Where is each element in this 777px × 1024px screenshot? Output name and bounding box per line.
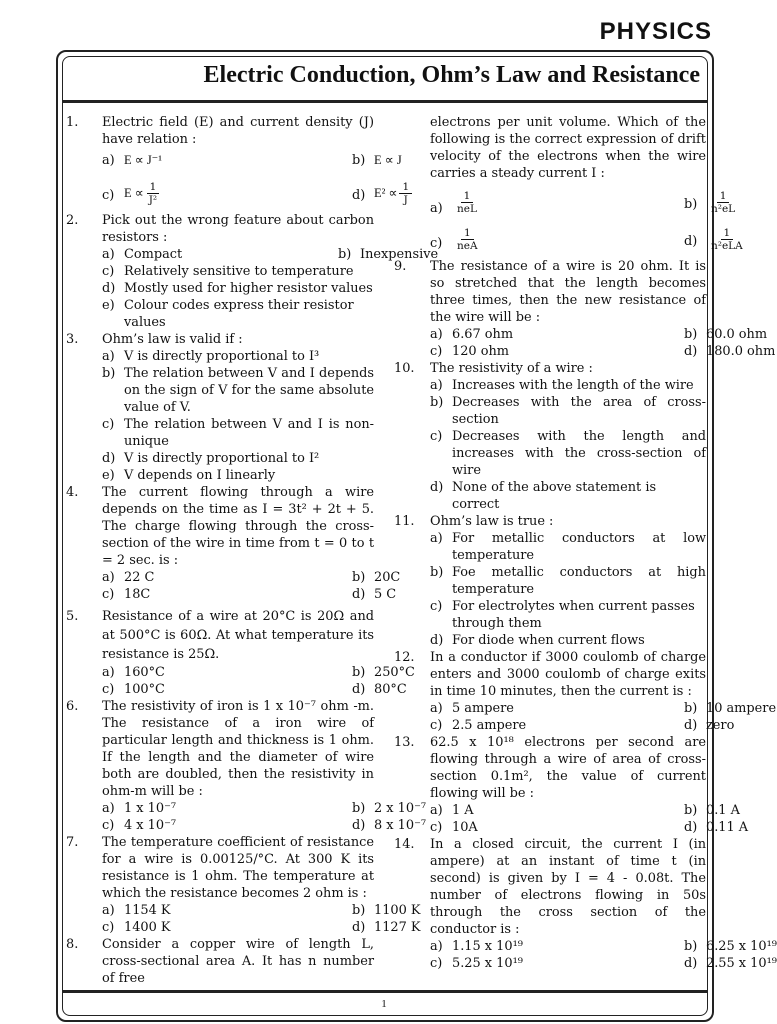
- question-text: The resistivity of iron is 1 x 10⁻⁷ ohm -m. The resistance of a iron wire of particular length and thickness is 1 ohm. If the length and the diameter of wire both are doubled, then the resistivity in ohm-m will be :: [102, 699, 374, 799]
- question-text: 62.5 x 10¹⁸ electrons per second are flowing through a wire of area of cross-section 0.1m², the value of current flowing will be :: [430, 735, 706, 801]
- question-1: [66, 114, 374, 148]
- question-text: Ohm’s law is valid if :: [102, 332, 243, 347]
- question-number: 13.: [394, 735, 415, 750]
- options-row: c) 1 neA d) 1 n²eLA: [394, 227, 706, 252]
- fraction: $\frac{1}{J}$: [399, 181, 412, 206]
- option: e) Colour codes express their resistor values: [102, 298, 354, 330]
- question-number: 7.: [66, 835, 79, 850]
- question-text: The temperature coefficient of resistance for a wire is 0.00125/°C. At 300 K its resistance is 1 ohm. The temperature at which the resistance becomes 2 ohm is :: [102, 835, 374, 901]
- option: d) None of the above statement is correct: [430, 480, 657, 512]
- option: a) V is directly proportional to I³: [102, 349, 320, 364]
- option-label: a): [102, 153, 115, 168]
- option-text: Inexpensive: [360, 247, 439, 262]
- option-text: E² ∝: [374, 186, 398, 200]
- question-5: [66, 607, 374, 664]
- option: c) The relation between V and I is non-unique: [102, 417, 374, 449]
- question-text: Consider a copper wire of length L, cross-sectional area A. It has n number of free: [102, 937, 374, 986]
- question-text: Electric field (E) and current density (J) have relation :: [102, 115, 374, 147]
- option: d) Mostly used for higher resistor values: [102, 281, 373, 296]
- question-text: The resistance of a wire is 20 ohm. It is so stretched that the length becomes three times, then the new resistance of the wire will be :: [430, 259, 706, 325]
- question-9: [394, 258, 706, 326]
- question-number: 11.: [394, 514, 415, 529]
- question-number: 4.: [66, 485, 79, 500]
- option: e) V depends on I linearly: [102, 468, 276, 483]
- options-row: a) 1 A b) 0.1 A: [430, 803, 740, 818]
- question-8-continued: [394, 114, 706, 182]
- page-title: Electric Conduction, Ohm’s Law and Resistance: [203, 62, 700, 88]
- question-number: 9.: [394, 259, 407, 274]
- option: d) For diode when current flows: [430, 633, 645, 648]
- question-13: [394, 734, 706, 802]
- option: a) For metallic conductors at low temperature: [430, 531, 706, 563]
- option: c) Relatively sensitive to temperature: [102, 264, 354, 279]
- options-row: c) 1400 K d) 1127 K: [102, 920, 421, 935]
- option: c) Decreases with the length and increases with the cross-section of wire: [430, 429, 706, 478]
- question-number: 10.: [394, 361, 415, 376]
- question-3: [66, 331, 374, 348]
- question-10: [394, 360, 706, 377]
- question-number: 1.: [66, 115, 79, 130]
- question-2: [66, 212, 374, 246]
- question-number: 14.: [394, 837, 415, 852]
- subject-heading: PHYSICS: [599, 18, 712, 45]
- options-row: [66, 175, 410, 206]
- option-text: Compact: [124, 247, 183, 262]
- options-row: a) 1.15 x 10¹⁹ b) 6.25 x 10¹⁹: [430, 939, 777, 954]
- question-14: [394, 836, 706, 938]
- fraction: $\frac{1}{\text{n²eL}}$: [711, 190, 736, 215]
- question-number: 2.: [66, 213, 79, 228]
- question-number: 6.: [66, 699, 79, 714]
- options-row: c) 120 ohm d) 180.0 ohm: [430, 344, 776, 359]
- fraction: 1 neL: [457, 190, 477, 215]
- question-number: 3.: [66, 332, 79, 347]
- options-row: a) 6.67 ohm b) 60.0 ohm: [430, 327, 768, 342]
- option: b) Foe metallic conductors at high temperature: [430, 565, 706, 597]
- question-6: [66, 698, 374, 800]
- question-text: electrons per unit volume. Which of the following is the correct expression of drift velocity of the electrons when the wire carries a steady current I :: [430, 115, 706, 181]
- question-text: In a conductor if 3000 coulomb of charge enters and 3000 coulomb of charge exits in time 10 minutes, then the current is :: [430, 650, 706, 699]
- options-row: c) 5.25 x 10¹⁹ d) 2.55 x 10¹⁹: [430, 956, 777, 971]
- fraction: $\frac{1}{\text{J²}}$: [146, 181, 160, 206]
- options-row: a) 160°C b) 250°C: [102, 665, 415, 680]
- options-row: c) 100°C d) 80°C: [102, 682, 407, 697]
- option-label: b): [352, 153, 366, 168]
- options-row: a) 1154 K b) 1100 K: [102, 903, 421, 918]
- question-4: [66, 484, 374, 569]
- option-text: E ∝ J: [374, 153, 402, 167]
- page-number: 1: [381, 998, 387, 1010]
- question-number: 5.: [66, 609, 79, 624]
- option-label: d): [352, 188, 366, 203]
- question-number: 12.: [394, 650, 415, 665]
- option: b) The relation between V and I depends on the sign of V for the same absolute value of V.: [102, 366, 374, 415]
- options-row: c) 4 x 10⁻⁷ d) 8 x 10⁻⁷: [102, 818, 427, 833]
- options-row: c) 18C d) 5 C: [102, 587, 397, 602]
- question-number: 8.: [66, 937, 79, 952]
- option: a) Increases with the length of the wire: [430, 378, 694, 393]
- options-row: a) Compact b) Inexpensive: [102, 247, 439, 262]
- right-column: [394, 114, 777, 972]
- option-text: E ∝ J⁻¹: [124, 153, 163, 167]
- options-row: a) 5 ampere b) 10 ampere: [430, 701, 777, 716]
- question-text: In a closed circuit, the current I (in ampere) at an instant of time t (in second) is given by I = 4 - 0.08t. The number of electrons flowing in 50s through the cross section of the conductor is :: [430, 837, 706, 937]
- question-11: [394, 513, 706, 530]
- question-text: Resistance of a wire at 20°C is 20Ω and at 500°C is 60Ω. At what temperature its resistance is 25Ω.: [102, 609, 374, 662]
- title-rule: [62, 100, 708, 103]
- option: b) Decreases with the area of cross-section: [430, 395, 706, 427]
- options-row: [66, 152, 402, 169]
- fraction: 1 neA: [457, 227, 478, 252]
- question-12: [394, 649, 706, 700]
- options-row: a) 22 C b) 20C: [102, 570, 401, 585]
- options-row: a) 1 x 10⁻⁷ b) 2 x 10⁻⁷: [102, 801, 427, 816]
- question-text: The current flowing through a wire depends on the time as I = 3t² + 2t + 5. The charge flowing through the cross-section of the wire in time from t = 0 to t = 2 sec. is :: [102, 485, 374, 568]
- question-text: Pick out the wrong feature about carbon resistors :: [102, 213, 374, 245]
- option: c) For electrolytes when current passes through them: [430, 599, 695, 631]
- question-8: [66, 936, 374, 987]
- question-7: [66, 834, 374, 902]
- option-label: c): [102, 188, 115, 203]
- option: d) V is directly proportional to I²: [102, 451, 320, 466]
- fraction: 1 n²eLA: [711, 227, 743, 252]
- question-text: The resistivity of a wire :: [430, 361, 593, 376]
- option-text: E ∝: [124, 186, 144, 200]
- footer-rule: [62, 990, 708, 993]
- options-row: c) 2.5 ampere d) zero: [430, 718, 735, 733]
- options-row: c) 10A d) 0.11 A: [430, 820, 749, 835]
- question-text: Ohm’s law is true :: [430, 514, 554, 529]
- options-row: a) 1 neL b) $\frac{1}{\text{n²eL}}$: [394, 190, 706, 215]
